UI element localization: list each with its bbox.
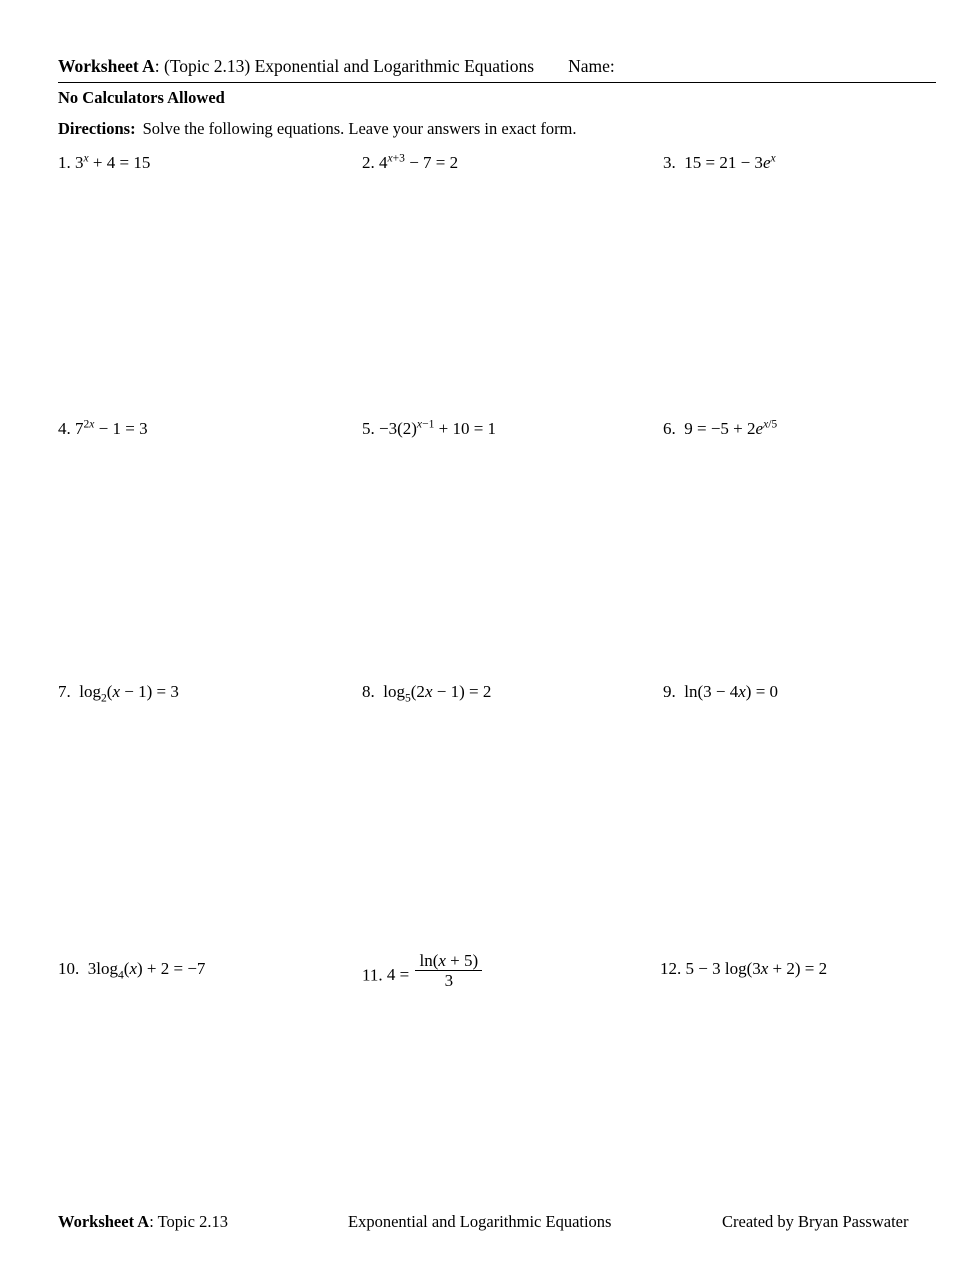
problem-10-expression: $3\log_4(x) + 2 = -7$	[87, 959, 206, 982]
problem-12	[660, 960, 827, 977]
problem-4-expression: $7^{2x} - 1 = 3$	[75, 417, 148, 438]
problem-8-expression: $\log_5(2x - 1) = 2$	[383, 682, 492, 705]
problem-11	[362, 951, 484, 995]
p5-rest: + 10 = 1	[434, 419, 497, 438]
p11-fraction	[415, 952, 482, 989]
problem-7-expression: $\log_2(x - 1) = 3$	[79, 682, 179, 705]
problem-5-number: 5.	[362, 419, 375, 438]
footer-center-title: Exponential and Logarithmic Equations	[348, 1212, 612, 1231]
problem-7-number: 7.	[58, 682, 71, 701]
p11-denominator: 3	[444, 971, 454, 991]
problem-10	[58, 959, 206, 982]
problem-2	[362, 151, 459, 172]
problem-6	[663, 417, 778, 438]
directions-text: Solve the following equations. Leave your answers in exact form.	[142, 119, 577, 138]
p1-base: 3	[75, 153, 84, 172]
p3-base: e	[762, 153, 771, 172]
p12-function: log	[724, 959, 747, 978]
directions-label: Directions:	[58, 119, 136, 138]
problem-8-number: 8.	[362, 682, 375, 701]
problem-10-number: 10.	[58, 959, 80, 978]
problem-9-number: 9.	[663, 682, 676, 701]
header-divider	[58, 82, 936, 83]
problem-9	[663, 683, 778, 700]
problem-3-expression	[680, 153, 776, 172]
directions-line	[58, 119, 577, 139]
p7-function: log	[79, 682, 101, 701]
p5-lead: −3(2)	[379, 419, 417, 438]
p11-lead: 4 =	[386, 965, 414, 985]
problem-6-number: 6.	[663, 419, 676, 438]
footer-credit: Created by Bryan Passwater	[722, 1212, 909, 1231]
p4-base: 7	[75, 419, 84, 438]
problem-6-expression: $9 = -5 + 2e^{x/5}$	[684, 417, 778, 438]
p6-lead: 9 = −5 + 2	[684, 419, 756, 438]
problem-2-expression: $4^{x+3} - 7 = 2$	[379, 151, 459, 172]
problem-4-number: 4.	[58, 419, 71, 438]
name-label: Name:	[568, 56, 615, 76]
p2-rest: − 7 = 2	[404, 153, 459, 172]
problem-11-expression	[386, 951, 484, 991]
problem-12-number: 12.	[660, 959, 682, 978]
p8-function: log	[383, 682, 405, 701]
p10-function: log	[96, 959, 118, 978]
p11-numerator: ln(x + 5)	[419, 951, 479, 971]
problem-3-number: 3.	[663, 153, 676, 172]
worksheet-label: Worksheet A	[58, 56, 155, 76]
footer-topic: : Topic 2.13	[149, 1212, 228, 1231]
p4-rest: − 1 = 3	[94, 419, 148, 438]
p3-lead: 15 = 21 − 3	[684, 153, 763, 172]
p12-lead: 5 − 3	[685, 959, 725, 978]
problem-4	[58, 417, 148, 438]
problem-7	[58, 682, 179, 705]
p3-exponent: x	[770, 151, 776, 165]
p10-lead: 3	[87, 959, 97, 978]
p1-exponent: x	[83, 151, 89, 165]
problem-12-expression: 5 − 3 log(3x + 2) = 2	[685, 959, 828, 978]
worksheet-topic: : (Topic 2.13) Exponential and Logarithmic Equations	[154, 56, 535, 76]
problem-5-expression: $-3(2)^{x-1} + 10 = 1$	[379, 417, 497, 438]
problem-3	[663, 151, 776, 172]
problem-2-number: 2.	[362, 153, 375, 172]
p8-subscript: 5	[404, 691, 411, 705]
no-calculators-notice: No Calculators Allowed	[58, 88, 225, 107]
header-title-line	[58, 56, 938, 77]
problem-1-number: 1.	[58, 153, 71, 172]
footer-left	[58, 1212, 228, 1232]
footer-worksheet-label: Worksheet A	[58, 1212, 150, 1231]
p2-base: 4	[379, 153, 388, 172]
problem-1	[58, 151, 151, 172]
p6-base: e	[755, 419, 764, 438]
p1-rest: + 4 = 15	[88, 153, 151, 172]
problem-11-number: 11.	[362, 965, 383, 985]
p9-function: ln	[684, 682, 698, 701]
problem-5	[362, 417, 497, 438]
problem-8	[362, 682, 492, 705]
problem-1-expression	[75, 153, 150, 172]
p7-subscript: 2	[100, 691, 107, 705]
p10-subscript: 4	[117, 968, 124, 982]
problem-9-expression: ln(3 − 4x) = 0	[684, 682, 779, 701]
